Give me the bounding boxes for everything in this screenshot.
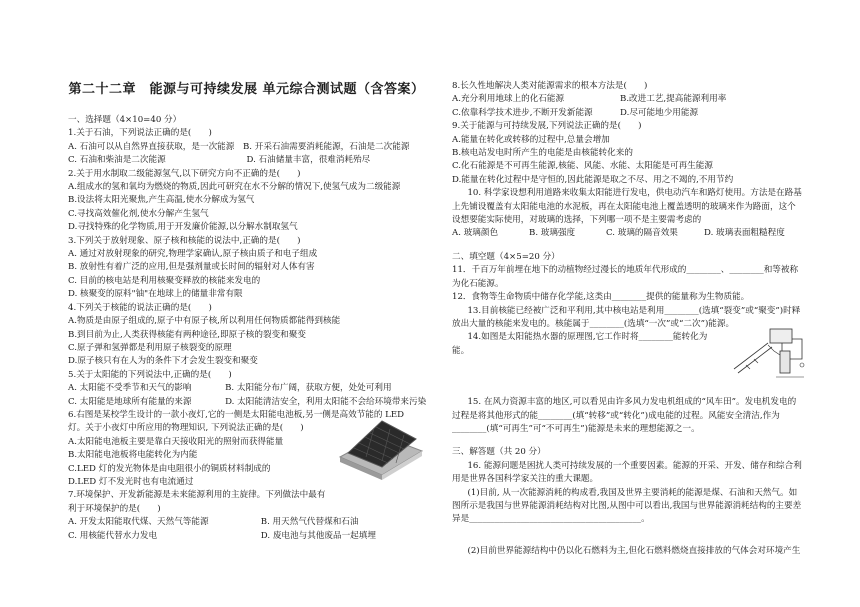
question-stem: 5.关于太阳能的下列说法中,正确的是( ) xyxy=(68,369,232,380)
question-4 xyxy=(68,302,425,369)
left-column xyxy=(68,82,425,543)
question-option: A.物质是由原子组成的,原子中有原子核,所以利用任何物质都能得到核能 xyxy=(68,316,341,327)
question-1 xyxy=(68,127,425,167)
question-options-row xyxy=(68,516,425,529)
question-option: B. 玻璃强度 xyxy=(529,228,576,239)
question-stem: 2.关于用水制取二级能源氢气,以下研究方向不正确的是( ) xyxy=(68,168,301,179)
question-11: 11．千百万年前埋在地下的动植物经过漫长的地质年代形成的________、________和等被称为化石能源。 xyxy=(452,265,799,289)
question-options-row xyxy=(452,227,802,240)
question-15: 15. 在风力资源丰富的地区,可以看见由许多风力发电机组成的“风车田”。发电机发电的过程是将其他形式的能________(填“转移”或“转化”)成电能的过程。风能安全清洁,作为________(填“可再生”可“不可再生”)能源是未来的理想能源之一。 xyxy=(452,397,797,434)
question-option: B. 用天然气代替煤和石油 xyxy=(260,517,359,528)
question-stem: 7.环境保护、开发新能源是未来能源利用的主旋律。下列做法中最有 xyxy=(68,490,326,501)
question-option: D.寻找特殊的化学物质,用于开发廉价能源,以分解水制取氢气 xyxy=(68,222,298,233)
question-option: C.寻找高效催化剂,使水分解产生氢气 xyxy=(68,208,209,219)
question-options-row xyxy=(452,93,802,106)
question-5 xyxy=(68,369,425,409)
question-option: A. 通过对放射现象的研究,物理学家确认,原子核由质子和电子组成 xyxy=(68,249,318,260)
question-3 xyxy=(68,235,425,302)
question-14 xyxy=(452,331,802,384)
question-13: 13.目前核能已经被广泛和平利用,其中核电站是利用________(选填“裂变”或“聚变”)时释放出大量的核能来发电的。核能属于________(选填“一次”或“二次”)能源。 xyxy=(452,305,801,329)
question-2 xyxy=(68,168,425,235)
question-option: A.太阳能电池板主要是靠白天接收阳光的照射而获得能量 xyxy=(68,436,284,447)
section-heading-answer: 三、解答题（共 20 分） xyxy=(452,447,546,458)
right-column xyxy=(452,80,802,558)
question-option: C.依靠科学技术进步,不断开发新能源 xyxy=(452,107,593,118)
question-stem: 1.关于石油，下列说法正确的是( ) xyxy=(68,128,212,139)
question-stem: 利于环境保护的是( ) xyxy=(68,503,161,514)
section-heading-choice: 一、选择题（4×10=40 分） xyxy=(68,115,182,125)
question-9 xyxy=(452,120,802,187)
question-option: A. 太阳能不受季节和天气的影响 xyxy=(68,383,192,394)
question-7 xyxy=(68,489,425,543)
question-option: D.原子核只有在人为的条件下才会发生裂变和聚变 xyxy=(68,356,258,367)
solar-night-light-image xyxy=(334,417,426,481)
question-option: B.改进工艺,提高能源利用率 xyxy=(620,94,727,105)
question-stem: 10. 科学家设想利用道路来收集太阳能进行发电，供电动汽车和路灯使用。方法是在路基上先铺设覆盖有太阳能电池的水泥板，再在太阳能电池上覆盖透明的玻璃来作为路面，这个设想要能实际使用，对玻璃的选择，下列哪一项不是主要需考虑的 xyxy=(452,188,802,226)
question-option: C.化石能源是不可再生能源,核能、风能、水能、太阳能是可再生能源 xyxy=(452,161,713,172)
question-16-part-2: (2)目前世界能源结构中仍以化石燃料为主,但化石燃料燃烧直接排放的气体会对环境产生 xyxy=(467,545,801,556)
question-options-row xyxy=(68,396,425,409)
question-16: 16. 能源问题是困扰人类可持续发展的一个重要因素。能源的开采、开发、储存和综合利用是世界各国科学家关注的重大课题。 xyxy=(452,460,802,485)
question-option: B.核电站发电时所产生的电能是由核能转化来的 xyxy=(452,148,633,159)
question-option: A. 石油可以从自然界直接获取，是一次能源 B. 开采石油需要消耗能源，石油是二次能源 xyxy=(68,141,410,152)
question-12: 12．食物等生命物质中储存化学能,这类由________提供的能量称为生物质能。 xyxy=(452,292,750,303)
question-option: D. 废电池与其他废品一起填埋 xyxy=(260,530,376,541)
question-stem: 4.下列关于核能的说法正确的是( ) xyxy=(68,302,212,313)
question-option: B. 放射性有着广泛的应用,但是强剂量或长时间的辐射对人体有害 xyxy=(68,262,315,273)
question-stem: 8.长久性地解决人类对能源需求的根本方法是( ) xyxy=(452,81,648,91)
question-option: A. 开发太阳能取代煤、天然气等能源 xyxy=(68,517,209,528)
question-option: D.能量在转化过程中是守恒的,因此能源是取之不尽、用之不竭的,不用节约 xyxy=(452,174,734,185)
question-option: C. 太阳能是地球所有能量的来源 xyxy=(68,396,192,407)
question-16-part-1: (1)目前, 从一次能源消耗的构成看,我国及世界主要消耗的能源是煤、石油和天然气。如图所示是我国与世界能源消耗结构对比图,从图中可以看出,我国与世界能源消耗结构的主要差异是________________________________________。 xyxy=(452,487,802,525)
question-option: D. 石油储量丰富，很难消耗殆尽 xyxy=(246,155,371,166)
question-option: D.LED 灯不发光时也有电流通过 xyxy=(68,476,194,487)
question-option: A.充分利用地球上的化石能源 xyxy=(452,94,565,105)
question-stem: 灯。关于小夜灯中所应用的物理知识, 下列说法正确的是( ) xyxy=(68,423,304,434)
question-stem: 9.关于能源与可持续发展,下列说法正确的是( ) xyxy=(452,121,642,132)
section-heading-fill: 二、填空题（4×5=20 分） xyxy=(452,251,560,262)
question-stem: 3.下列关于放射现象、原子核和核能的说法中,正确的是( ) xyxy=(68,235,301,246)
question-option: C.原子弹和氢弹都是利用原子核裂变的原理 xyxy=(68,342,232,353)
question-options-row xyxy=(68,154,425,167)
question-stem: 6.右图是某校学生设计的一款小夜灯,它的一侧是太阳能电池板,另一侧是高效节能的 LED xyxy=(68,409,405,420)
question-option: D. 太阳能清洁安全，利用太阳能不会给环境带来污染 xyxy=(225,396,427,407)
question-option: C. 目前的核电站是利用核聚变释放的核能来发电的 xyxy=(68,275,261,286)
question-option: A. 玻璃颜色 xyxy=(452,228,499,239)
question-option: D. 玻璃表面粗糙程度 xyxy=(704,228,785,239)
question-option: B.太阳能电池板将电能转化为内能 xyxy=(68,450,198,461)
question-option: B.设法将太阳光聚焦,产生高温,使水分解成为氢气 xyxy=(68,195,255,206)
question-14-text: 14.如图是太阳能热水器的原理图,它工作时将________能转化为 xyxy=(467,332,708,343)
question-option: A.能量在转化或转移的过程中,总量会增加 xyxy=(452,134,610,145)
question-options-row xyxy=(68,530,425,543)
question-option: B.到目前为止,人类获得核能有两种途径,即原子核的裂变和聚变 xyxy=(68,329,306,340)
question-option: C. 用核能代替水力发电 xyxy=(68,530,158,541)
question-options-row xyxy=(68,382,425,395)
question-option: D.尽可能地少用能源 xyxy=(620,107,699,118)
question-options-row xyxy=(452,107,802,120)
question-option: A.组成水的氢和氧均为燃烧的物质,因此可研究在水不分解的情况下,使氢气成为二级能源 xyxy=(68,182,401,193)
question-10 xyxy=(452,187,802,241)
page-title: 第二十二章 能源与可持续发展 单元综合测试题（含答案） xyxy=(68,82,425,97)
question-14-text-end: 能。 xyxy=(452,345,470,356)
question-option: B. 太阳能分布广阔，获取方便，处处可利用 xyxy=(225,383,392,394)
question-6 xyxy=(68,409,425,489)
question-option: C. 玻璃的隔音效果 xyxy=(606,228,678,239)
solar-water-heater-diagram xyxy=(724,325,810,385)
question-option: C.LED 灯的发光物体是由电阻很小的铜质材料制成的 xyxy=(68,463,271,474)
question-option: C. 石油和柴油是二次能源 xyxy=(68,155,166,166)
question-8 xyxy=(452,80,802,120)
question-option: D. 核聚变的原料"铀"在地球上的储量非常有限 xyxy=(68,289,243,300)
